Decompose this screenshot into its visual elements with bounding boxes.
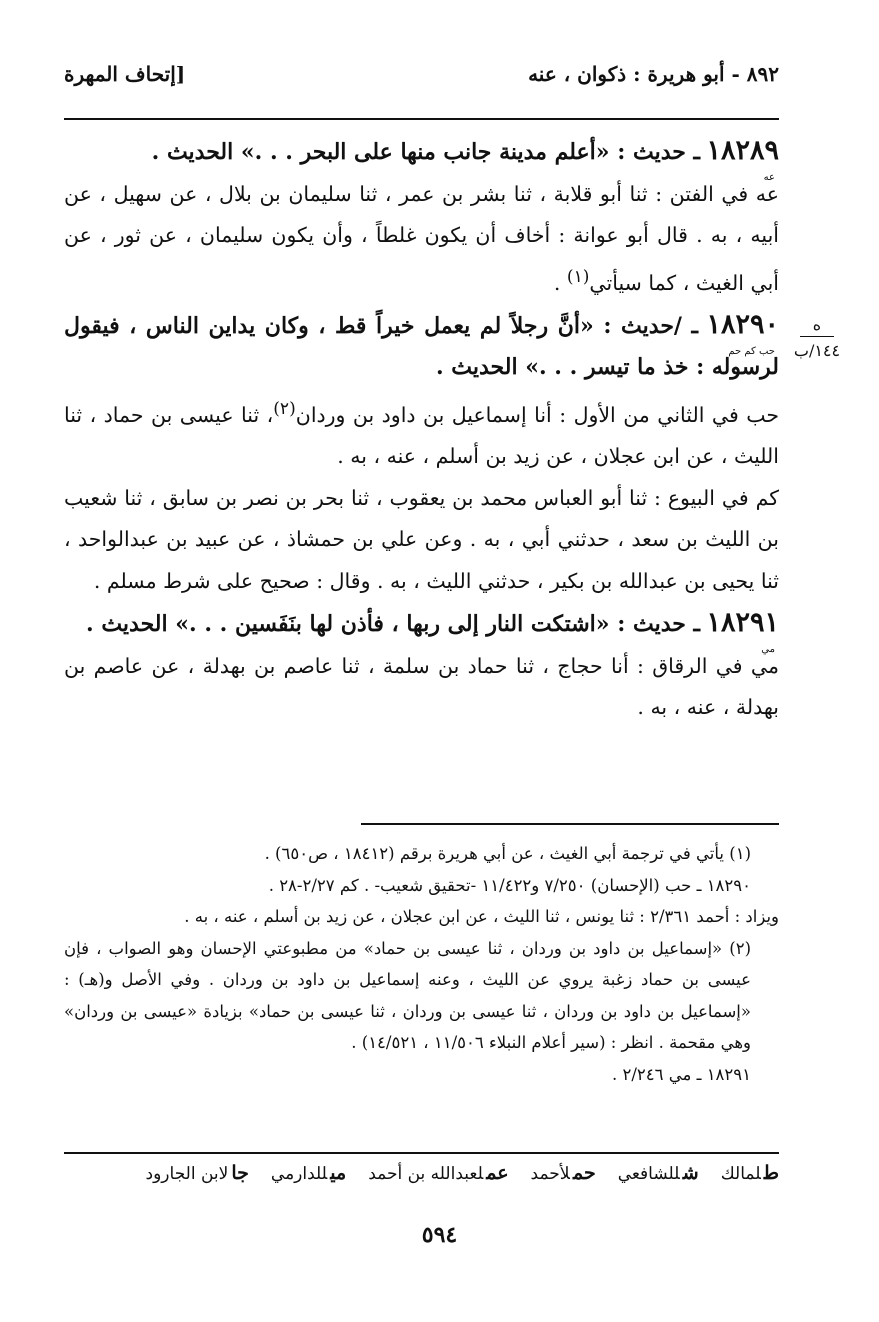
legend-name: لأحمد <box>530 1164 570 1184</box>
footnote: ١٨٢٩١ ـ مي ٢/٢٤٦ . <box>612 1064 751 1084</box>
legend-item <box>271 1162 346 1184</box>
isnad-text: عه في الفتن : ثنا أبو قلابة ، ثنا بشر بن عمر ، ثنا سليمان بن بلال ، عن سهيل ، عن أبيه ، به . قال أبو عوانة : أخاف أن يكون غلطاً ، وأن يكون سليمان ، عن ثور ، عن أبي الغيث ، كما سيأتي <box>64 181 779 295</box>
hadith-heading <box>64 130 779 183</box>
legend-code: ط <box>763 1162 779 1184</box>
running-header-chapter: ٨٩٢ - أبو هريرة : ذكوان ، عنه <box>528 62 779 86</box>
legend-rule <box>64 1152 779 1154</box>
margin-folio-note <box>787 315 847 360</box>
hadith-number <box>706 135 779 183</box>
hadith-sigla: مي <box>761 644 775 656</box>
margin-symbol: ه <box>812 315 822 334</box>
footnote: ١٨٢٩٠ ـ حب (الإحسان) ٧/٢٥٠ و١١/٤٢٢ -تحقيق شعيب- . كم ٢/٢٧-٢٨ . <box>268 875 751 895</box>
legend-item <box>146 1162 249 1184</box>
isnad-paragraph <box>64 478 779 603</box>
isnad-paragraph <box>64 389 779 478</box>
hadith-number-text: ١٨٢٩٠ <box>706 308 779 340</box>
running-header-book: [إتحاف المهرة <box>64 62 186 86</box>
hadith-heading <box>64 602 779 656</box>
footnote-rule <box>361 823 779 825</box>
hadith-number <box>706 607 779 656</box>
margin-rule <box>800 336 834 337</box>
legend-name: للشافعي <box>617 1164 680 1184</box>
footnote-ref: (٢) <box>273 398 296 419</box>
footnote-ref: (١) <box>566 266 590 287</box>
hadith-number-text: ١٨٢٩١ <box>706 607 779 639</box>
isnad-text: حب في الثاني من الأول : أنا إسماعيل بن داود بن وردان <box>295 402 779 427</box>
isnad-text: ، ثنا عيسى بن حماد ، ثنا الليث ، عن ابن عجلان ، عن زيد بن أسلم ، عنه ، به . <box>64 402 779 469</box>
legend-code: عم <box>486 1162 509 1184</box>
main-text <box>64 130 779 729</box>
footnotes <box>64 838 779 1090</box>
hadith-number <box>706 308 779 357</box>
legend-name: لعبدالله بن أحمد <box>368 1164 484 1184</box>
page-number: ٥٩٤ <box>421 1222 458 1248</box>
margin-folio: ١٤٤/ب <box>793 341 841 360</box>
legend-name: للدارمي <box>270 1164 328 1184</box>
hadith-title: ـ /حديث : «أنَّ رجلاً لم يعمل خيراً قط ، وكان يداين الناس ، فيقول لرسوله : خذ ما تيسر . . .» الحديث . <box>64 312 779 381</box>
legend-code: جا <box>231 1162 249 1184</box>
isnad-text: كم في البيوع : ثنا أبو العباس محمد بن يعقوب ، ثنا بحر بن نصر بن سابق ، ثنا شعيب بن الليث بن سعد ، حدثني أبي ، به . وعن علي بن حمشاذ ، عن عبيد بن عبدالواحد ، ثنا يحيى بن عبدالله بن بكير ، حدثني الليث ، به . وقال : صحيح على شرط مسلم . <box>64 485 779 593</box>
legend-name: لابن الجارود <box>145 1164 229 1184</box>
hadith-heading <box>64 304 779 389</box>
header-rule <box>64 118 779 120</box>
sigla-legend <box>64 1162 779 1184</box>
hadith-title: ـ حديث : «أعلم مدينة جانب منها على البحر . . .» الحديث . <box>151 139 700 165</box>
legend-item <box>618 1162 699 1184</box>
hadith-number-text: ١٨٢٨٩ <box>706 135 779 166</box>
legend-code: ش <box>682 1162 699 1184</box>
hadith-sigla: حب كم حم <box>728 345 775 357</box>
footnote: ويزاد : أحمد ٢/٣٦١ : ثنا يونس ، ثنا الليث ، عن ابن عجلان ، عن زيد بن أسلم ، عنه ، به . <box>184 907 779 926</box>
legend-item <box>368 1162 508 1184</box>
isnad-paragraph <box>64 646 779 729</box>
legend-code: حم <box>572 1162 596 1184</box>
footnote: (١) يأتي في ترجمة أبي الغيث ، عن أبي هريرة برقم (١٨٤١٢ ، ص٦٥٠) . <box>264 844 751 863</box>
hadith-title: ـ حديث : «اشتكت النار إلى ربها ، فأذن لها بنَفَسين . . .» الحديث . <box>86 611 700 638</box>
footnote: (٢) «إسماعيل بن داود بن وردان ، ثنا عيسى بن حماد» من مطبوعتي الإحسان وهو الصواب ، فإن عيسى بن حماد زغبة يروي عن الليث ، وعنه إسماعيل بن داود بن وردان . وفي الأصل و(هـ) : «إسماعيل بن داود بن وردان ، ثنا عيسى بن وردان ، ثنا عيسى بن حماد» بزيادة «عيسى بن وردان» وهي مقحمة . انظر : (سير أعلام النبلاء ١١/٥٠٦ ، ١٤/٥٢١) . <box>64 938 751 1052</box>
hadith-sigla: عه <box>763 172 775 183</box>
legend-item <box>721 1162 779 1184</box>
legend-name: لمالك <box>720 1164 761 1184</box>
isnad-text: مي في الرقاق : أنا حجاج ، ثنا حماد بن سلمة ، ثنا عاصم بن بهدلة ، عن عاصم بن بهدلة ، عنه ، به . <box>64 653 779 720</box>
legend-code: مي <box>330 1162 347 1184</box>
legend-item <box>531 1162 596 1184</box>
isnad-paragraph: عه في الفتن : ثنا أبو قلابة ، ثنا بشر بن عمر ، ثنا سليمان بن بلال ، عن سهيل ، عن أبيه ، به . قال أبو عوانة : أخاف أن يكون غلطاً ، وأن يكون سليمان ، عن ثور ، عن أبي الغيث ، كما سيأتي$^{(١)}$ . <box>64 181 779 295</box>
